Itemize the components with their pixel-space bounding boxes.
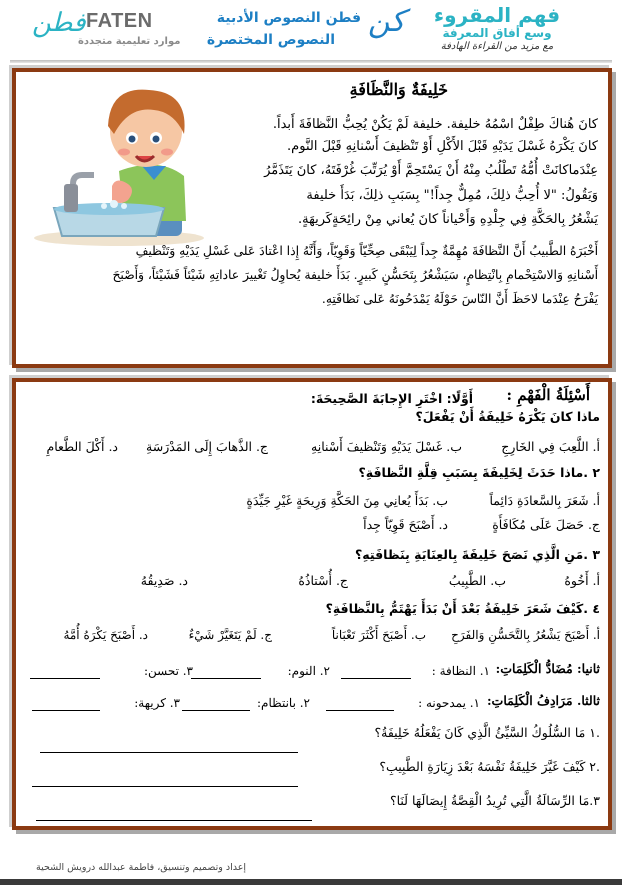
brand-tagline: مع مزيد من القراءة الهادفة (440, 41, 554, 52)
story-line: وَيَقُولُ: "لا أُحِبُّ ذلِكَ، مُمِلٌّ جِداً!" بِسَبَبِ ذلِكَ، بَدَأَ خليفة (306, 188, 598, 203)
synonym-label: ٣. كريهة: (134, 696, 180, 710)
answer-line-1[interactable] (40, 752, 298, 753)
synonym-label: ١. يمدحونه : (418, 696, 480, 710)
q1-option-b[interactable]: ب. غَسْلَ يَدَيْهِ وَتَنْظيفَ أَسْنانِهِ (311, 439, 462, 454)
q3-option-d[interactable]: د. صَدِيقُهُ (140, 573, 188, 588)
story-line: أَسْنانِهِ وَالاسْتِحْمامِ بِانْتِظامٍ، سَيَشْعُرُ بِتَحَسُّنٍ كَبيرٍ. بَدَأَ خليفة يُحاوِلُ تَغْييرَ عاداتِهِ شَيْئاً فَشَيْئاً، وَأَصْبَحَ (112, 268, 598, 282)
q3-option-c[interactable]: ج. أُسْتاذُهُ (298, 573, 348, 588)
logo-arabic: فطن (32, 8, 86, 38)
open-question-2: .٢ كَيْفَ غَيَّرَ خَلِيفَةُ نَفْسَهُ بَعْدَ زِيَارَةِ الطَّبِيبِ؟ (379, 759, 600, 774)
faten-logo (28, 6, 181, 58)
quiz-section-title: أَسْئِلَةُ الْفَهْمِ : (506, 386, 590, 404)
story-line: يَفْرَحُ عِنْدَما لاحَظَ أَنَّ النّاسَ حَوْلَهُ يَمْدَحُونَهُ عَلى نَظافَتِهِ. (321, 292, 598, 306)
question-3: ٣ .مَنِ الَّذِي نَصَحَ خَلِيفَةَ بِالعِنَايَةِ بِنَظافَتِهِ؟ (355, 547, 600, 562)
footer-credit: إعداد وتصميم وتنسيق، فاطمة عبدالله درويش الشحية (36, 862, 247, 873)
story-line: عِنْدَماكانَتْ أُمُّهُ تَطْلُبُ مِنْهُ أَنْ يَسْتَحِمَّ أَوْ يُرَتِّبَ غُرْفَتَهُ، كانَ يَتَذَمَّرُ (264, 163, 598, 178)
story-line: كانَ يَكْرَهُ غَسْلَ يَدَيْهِ قَبْلَ الأَكْلِ أَوْ تَنْظيفَ أَسْنانِهِ قَبْلَ النَّوم. (287, 139, 598, 154)
quiz-frame (12, 378, 612, 830)
story-line: يَشْعُرُ بِالحَكَّةِ فِي جِلْدِهِ وَأَحْياناً كانَ يُعاني مِنْ رائِحَةٍكَريهَةٍ. (297, 212, 598, 227)
q2-option-d[interactable]: د. أَصْبَحَ قَوِيّاً جِداً (363, 517, 448, 532)
question-2: ٢ .ماذا حَدَثَ لِخَلِيفَةَ بِسَبَبِ قِلَّةِ النَّظافَةِ؟ (358, 465, 600, 480)
story-line: كانَ هُناكَ طِفْلٌ اسْمُهُ خليفة. خليفة لَمْ يَكُنْ يُحِبُّ النَّظافَةَ أَبداً. (272, 117, 598, 132)
header-divider (10, 60, 612, 63)
part3-title: ثالثا. مَرَادِفُ الْكَلِمَاتِ: (486, 693, 600, 708)
question-1: ماذا كانَ يَكْرَهُ خَلِيفَةُ أَنْ يَفْعَلَ؟ (415, 409, 600, 424)
antonym-blank[interactable] (341, 678, 411, 679)
q1-option-a[interactable]: أ. اللَّعِبَ فِي الخَارِجِ (501, 439, 600, 454)
part2-title: ثانيا: مُضَادُّ الْكَلِمَاتِ: (495, 661, 600, 676)
antonym-blank[interactable] (191, 678, 261, 679)
q3-option-b[interactable]: ب. الطَّبِيبُ (448, 573, 506, 588)
q2-option-c[interactable]: ج. حَصَلَ عَلَى مُكَافَأَةٍ (492, 517, 600, 532)
q3-option-a[interactable]: أ. أَخُوهُ (564, 573, 600, 588)
boy-washing-hands-illustration (24, 76, 209, 251)
open-question-1: .١ مَا السُّلُوكُ السَّيِّئُ الَّذِي كَانَ يَفْعَلُهُ خَلِيفَةُ؟ (374, 725, 600, 740)
answer-line-3[interactable] (36, 820, 312, 821)
antonym-blank[interactable] (30, 678, 100, 679)
synonym-blank[interactable] (182, 710, 250, 711)
antonym-label: ١. النظافة : (431, 664, 490, 678)
story-frame (12, 68, 612, 368)
open-question-3: ٣.مَا الرِّسَالَةُ الَّتِي تُرِيدُ الْقِصَّةُ إِيصَالَهَا لَنَا؟ (389, 793, 600, 808)
brand-subtitle: وسع أفاق المعرفة (442, 26, 552, 40)
logo-latin: FATEN (86, 10, 153, 32)
faucet-spout (70, 172, 94, 184)
brand-title: فهم المقروء (433, 3, 561, 27)
answer-line-2[interactable] (32, 786, 298, 787)
q2-option-b[interactable]: ب. بَدَأَ يُعانِي مِنَ الحَكَّةِ وَرِيحَةٍ غَيْرِ جَيِّدَةٍ (246, 493, 448, 508)
series-line-1: فطن النصوص الأدبية (216, 10, 361, 26)
bottom-bar (0, 879, 622, 885)
brand-block (402, 4, 592, 53)
page-header (0, 0, 622, 62)
synonym-label: ٢. بانتظام: (256, 696, 310, 710)
faucet-body (64, 184, 78, 212)
q4-option-a[interactable]: أ. أَصْبَحَ يَشْعُرُ بِالتَّحَسُّنِ وَالفَرَحِ (451, 628, 600, 642)
antonym-label: ٢. النوم: (287, 664, 330, 678)
part1-title: أَوَّلًا: اخْتَرِ الإِجابَةَ الصَّحِيحَةَ: (310, 391, 473, 406)
question-4: ٤ .كَيْفَ شَعَرَ خَلِيفَةُ بَعْدَ أَنْ بَدَأَ يَهْتَمُّ بِالنَّظافَةِ؟ (325, 601, 600, 616)
q4-option-d[interactable]: د. أَصْبَحَ يَكْرَهُ أُمَّهُ (63, 628, 148, 642)
q1-option-c[interactable]: ج. الذَّهابَ إِلَى المَدْرَسَةِ (146, 439, 268, 454)
series-line-2: النصوص المختصرة (206, 32, 335, 48)
q4-option-b[interactable]: ب. أَصْبَحَ أَكْثَرَ تَعْبَاناً (331, 628, 426, 642)
story-title: خَلِيفَةٌ وَالنَّظَافَةِ (349, 80, 448, 99)
series-kn: كن (367, 4, 405, 39)
q1-option-d[interactable]: د. أَكْلَ الطَّعامِ (46, 439, 118, 454)
q2-option-a[interactable]: أ. شَعَرَ بِالسَّعادَةِ دَائِماً (489, 493, 600, 508)
synonym-blank[interactable] (32, 710, 100, 711)
logo-tagline: موارد تعليمية متجددة (78, 36, 181, 47)
synonym-blank[interactable] (326, 710, 394, 711)
q4-option-c[interactable]: ج. لَمْ يَتَغَيَّرْ شَيْءٌ (188, 628, 272, 642)
story-line: أَخْبَرَهُ الطَّبيبُ أَنَّ النَّظافَةَ مُهِمَّةٌ جِداً لِيَبْقَى صِحِّيّاً وَقَوِيّاً، وَأَنَّهُ إِذا اعْتادَ عَلى غَسْلِ يَدَيْهِ وَتَنْظيفِ (135, 244, 598, 258)
antonym-label: ٣. تحسن: (143, 664, 193, 678)
